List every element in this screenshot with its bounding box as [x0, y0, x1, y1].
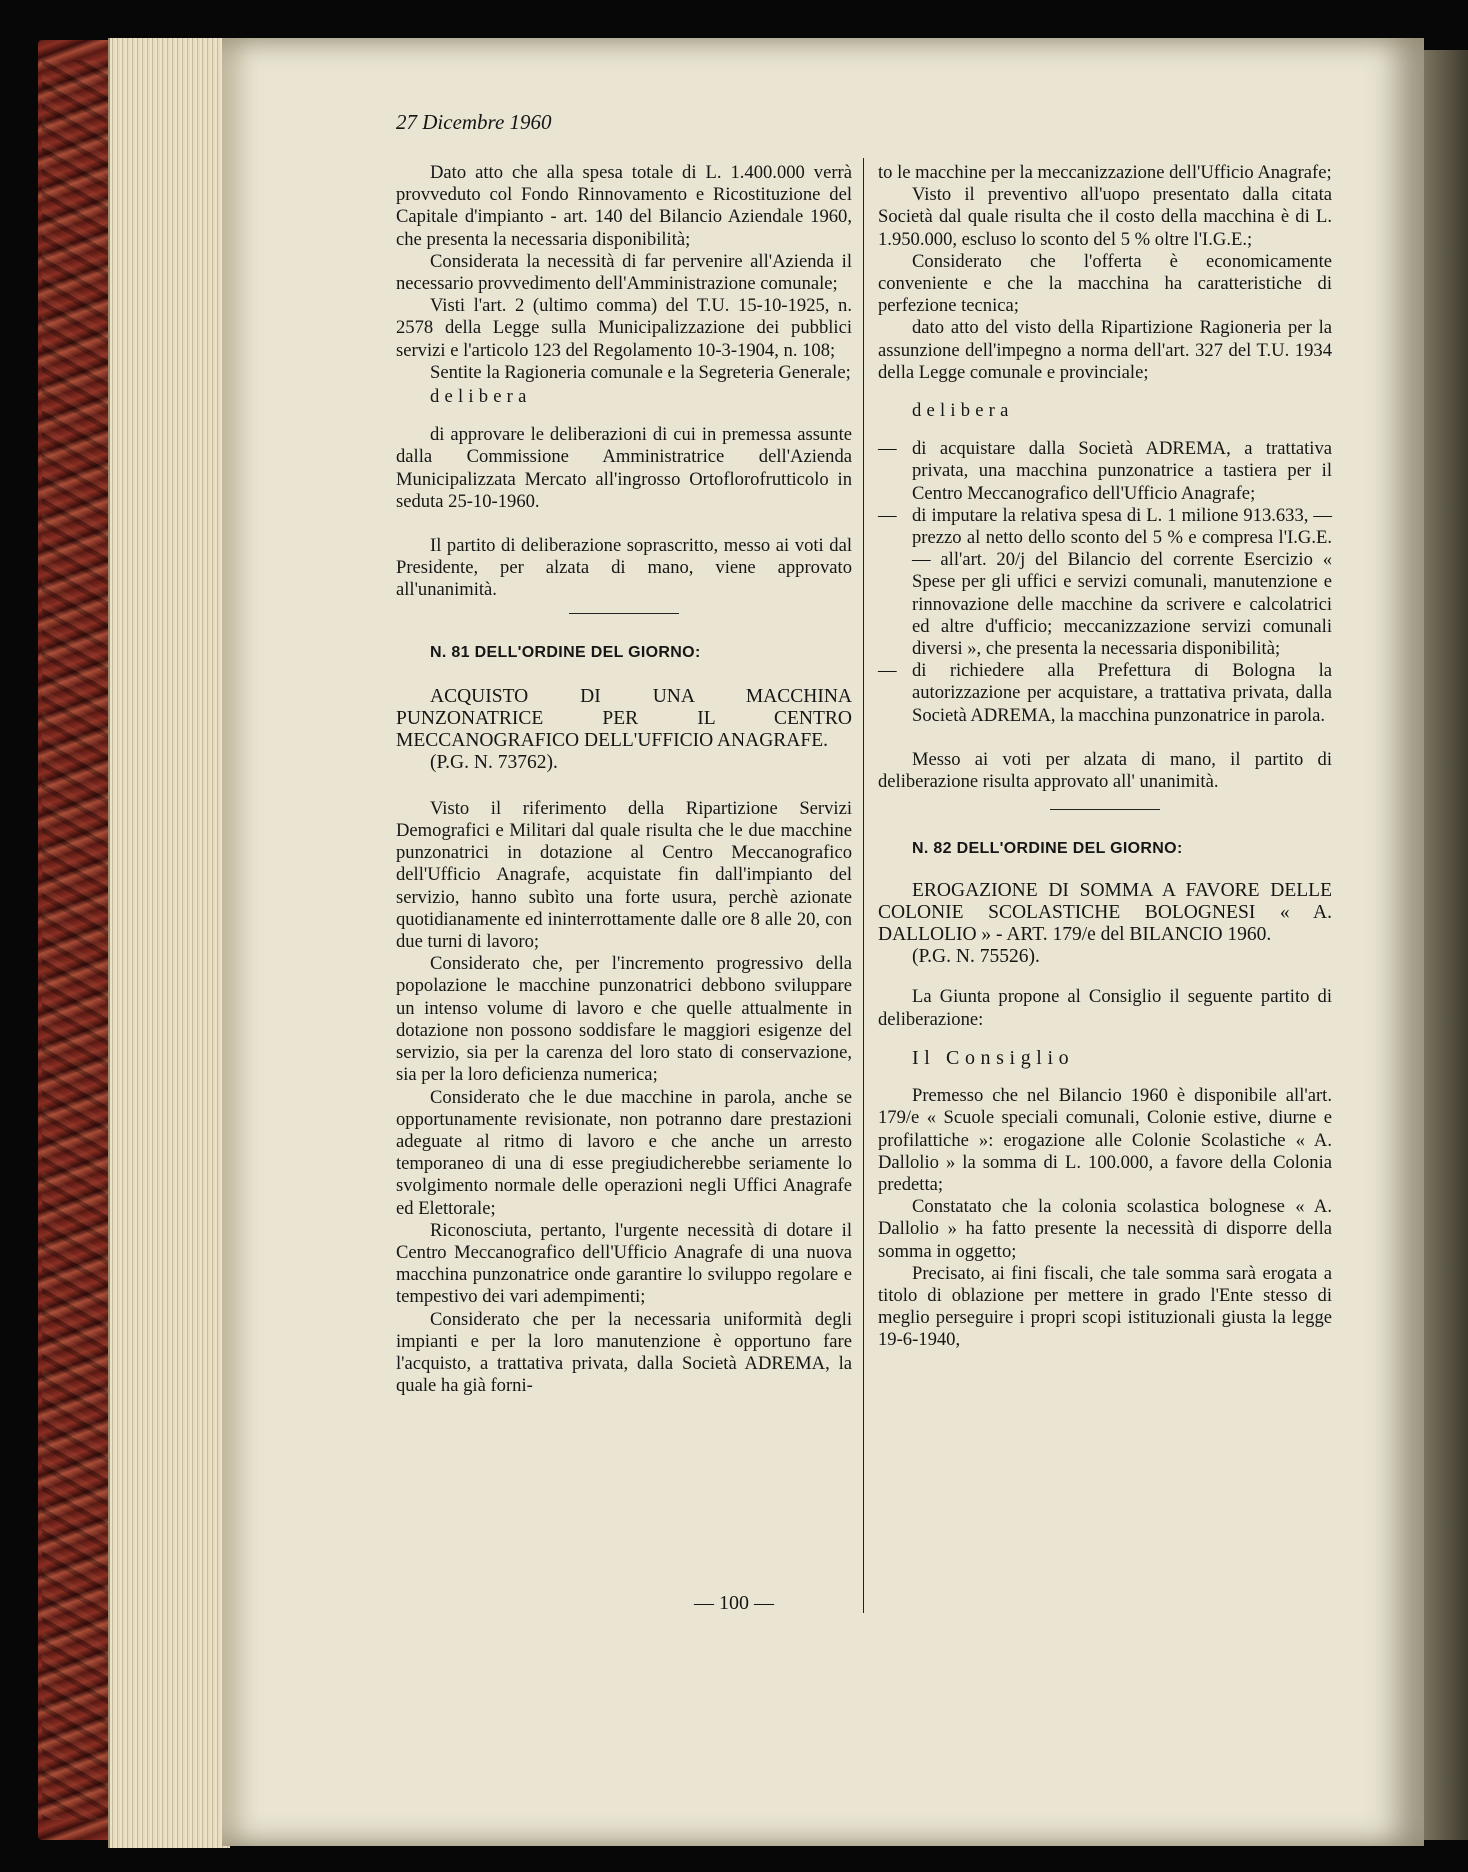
right-column	[878, 162, 1332, 1352]
resolution-item	[878, 660, 1332, 727]
paragraph: dato atto del visto della Ripartizione Ragioneria per la assunzione dell'impegno a norma dell'art. 327 del T.U. 1934 della Legge comunale e provinciale;	[878, 317, 1332, 383]
consiglio-title: Il Consiglio	[912, 1046, 1075, 1069]
paragraph: Constatato che la colonia scolastica bolognese « A. Dallolio » ha fatto presente la necessità di disporre della somma in oggetto;	[878, 1196, 1332, 1262]
delibera-title: delibera	[912, 400, 1014, 422]
page-date-header: 27 Dicembre 1960	[396, 110, 552, 134]
paragraph: Considerata la necessità di far pervenire all'Azienda il necessario provvedimento dell'Amministrazione comunale;	[396, 250, 852, 295]
agenda-item-subject: EROGAZIONE DI SOMMA A FAVORE DELLE COLONIE SCOLASTICHE BOLOGNESI « A. DALLOLIO » - ART. 179/e del BILANCIO 1960.	[878, 880, 1332, 946]
paragraph: Premesso che nel Bilancio 1960 è disponibile all'art. 179/e « Scuole speciali comunali, Colonie estive, diurne e profilattiche »: erogazione alle Colonie Scolastiche « A. Dallolio » la somma di L. 100.000, a favore della Colonia predetta;	[878, 1085, 1332, 1195]
paragraph: Sentite la Ragioneria comunale e la Segreteria Generale;	[430, 361, 851, 383]
paragraph: Dato atto che alla spesa totale di L. 1.400.000 verrà provveduto col Fondo Rinnovamento e Ricostituzione del Capitale d'impianto - art. 140 del Bilancio Aziendale 1960, che presenta la necessaria disponibilità;	[396, 162, 852, 250]
agenda-item-heading: N. 81 DELL'ORDINE DEL GIORNO:	[430, 643, 701, 661]
resolution-item-text: di richiedere alla Prefettura di Bologna la autorizzazione per acquistare, a trattativa privata, dalla Società ADREMA, la macchina punzonatrice in parola.	[912, 660, 1332, 726]
dash-marker: —	[878, 504, 897, 526]
agenda-item-reference: (P.G. N. 73762).	[430, 751, 558, 773]
dash-marker: —	[878, 438, 897, 460]
left-column	[396, 162, 852, 1397]
paragraph: Considerato che, per l'incremento progressivo della popolazione le macchine punzonatrici debbono sviluppare un intenso volume di lavoro e che quelle attualmente in dotazione non possono soddisfare le maggiori esigenze del servizio, sia per la carenza del loro stato di conservazione, sia per la loro deficienza numerica;	[396, 953, 852, 1086]
delibera-title: delibera	[430, 386, 532, 408]
paragraph: to le macchine per la meccanizzazione dell'Ufficio Anagrafe;	[878, 162, 1332, 183]
page-number: — 100 —	[694, 1592, 774, 1614]
paragraph: Considerato che le due macchine in parola, anche se opportunamente revisionate, non potranno dare prestazioni adeguate al ritmo di lavoro e che anche un arresto temporaneo di una di esse pregiudicherebbe seriamente lo svolgimento normale delle operazioni negli Uffici Anagrafe ed Elettorale;	[396, 1086, 852, 1219]
section-rule	[1050, 809, 1160, 810]
paragraph: Il partito di deliberazione soprascritto, messo ai voti dal Presidente, per alzata di mano, viene approvato all'unanimità.	[396, 535, 852, 601]
paragraph: Visto il preventivo all'uopo presentato dalla citata Società dal quale risulta che il costo della macchina è di L. 1.950.000, escluso lo sconto del 5 % oltre l'I.G.E.;	[878, 184, 1332, 250]
paragraph: Visto il riferimento della Ripartizione Servizi Demografici e Militari dal quale risulta che le due macchine punzonatrici in dotazione al Centro Meccanografico dell'Ufficio Anagrafe, acquistate fin dall'impianto del servizio, hanno subìto una forte usura, perchè azionate quotidianamente ed ininterrottamente dalle ore 8 alle 20, con due turni di lavoro;	[396, 797, 852, 953]
paragraph: Messo ai voti per alzata di mano, il partito di deliberazione risulta approvato all' unanimità.	[878, 748, 1332, 793]
paragraph: di approvare le deliberazioni di cui in premessa assunte dalla Commissione Amministratrice dell'Azienda Municipalizzata Mercato all'ingrosso Ortoflorofrutticolo in seduta 25-10-1960.	[396, 424, 852, 512]
agenda-item-heading: N. 82 DELL'ORDINE DEL GIORNO:	[912, 840, 1183, 858]
agenda-item-reference: (P.G. N. 75526).	[912, 946, 1040, 968]
paragraph: Precisato, ai fini fiscali, che tale somma sarà erogata a titolo di oblazione per mettere in grado l'Ente stesso di meglio perseguire i propri scopi istituzionali giusta la legge 19-6-1940,	[878, 1262, 1332, 1351]
resolution-item	[878, 438, 1332, 505]
page-stack-edges	[108, 38, 230, 1848]
book-cover-texture	[42, 60, 112, 1820]
paragraph: La Giunta propone al Consiglio il seguente partito di deliberazione:	[878, 986, 1332, 1030]
agenda-item-subject: ACQUISTO DI UNA MACCHINA PUNZONATRICE PER IL CENTRO MECCANOGRAFICO DELL'UFFICIO ANAGRAFE.	[396, 685, 852, 751]
paragraph: Considerato che l'offerta è economicamente conveniente e che la macchina ha caratteristiche di perfezione tecnica;	[878, 250, 1332, 317]
resolution-item-text: di imputare la relativa spesa di L. 1 milione 913.633, — prezzo al netto dello sconto del 5 % e compresa l'I.G.E. — all'art. 20/j del Bilancio del corrente Esercizio « Spese per gli uffici e servizi comunali, manutenzione e rinnovazione delle macchine da scrivere e calcolatrici ed altre d'ufficio; meccanizzazione servizi comunali diversi », che presenta la necessaria disponibilità;	[912, 504, 1332, 660]
paragraph: Visti l'art. 2 (ultimo comma) del T.U. 15-10-1925, n. 2578 della Legge sulla Municipalizzazione dei pubblici servizi e l'articolo 123 del Regolamento 10-3-1904, n. 108;	[396, 295, 852, 361]
resolution-item-text: di acquistare dalla Società ADREMA, a trattativa privata, una macchina punzonatrice a tastiera per il Centro Meccanografico dell'Ufficio Anagrafe;	[912, 438, 1332, 504]
resolution-item	[878, 505, 1332, 660]
paragraph: Riconosciuta, pertanto, l'urgente necessità di dotare il Centro Meccanografico dell'Ufficio Anagrafe di una nuova macchina punzonatrice onde garantire lo sviluppo regolare e tempestivo dei vari adempimenti;	[396, 1219, 852, 1308]
dash-marker: —	[878, 660, 897, 682]
section-rule	[569, 613, 679, 614]
next-page-edge	[1422, 50, 1468, 1840]
paragraph: Considerato che per la necessaria uniformità degli impianti e per la loro manutenzione è opportuno fare l'acquisto, a trattativa privata, dalla Società ADREMA, la quale ha già forni-	[396, 1308, 852, 1397]
column-divider	[863, 158, 864, 1613]
